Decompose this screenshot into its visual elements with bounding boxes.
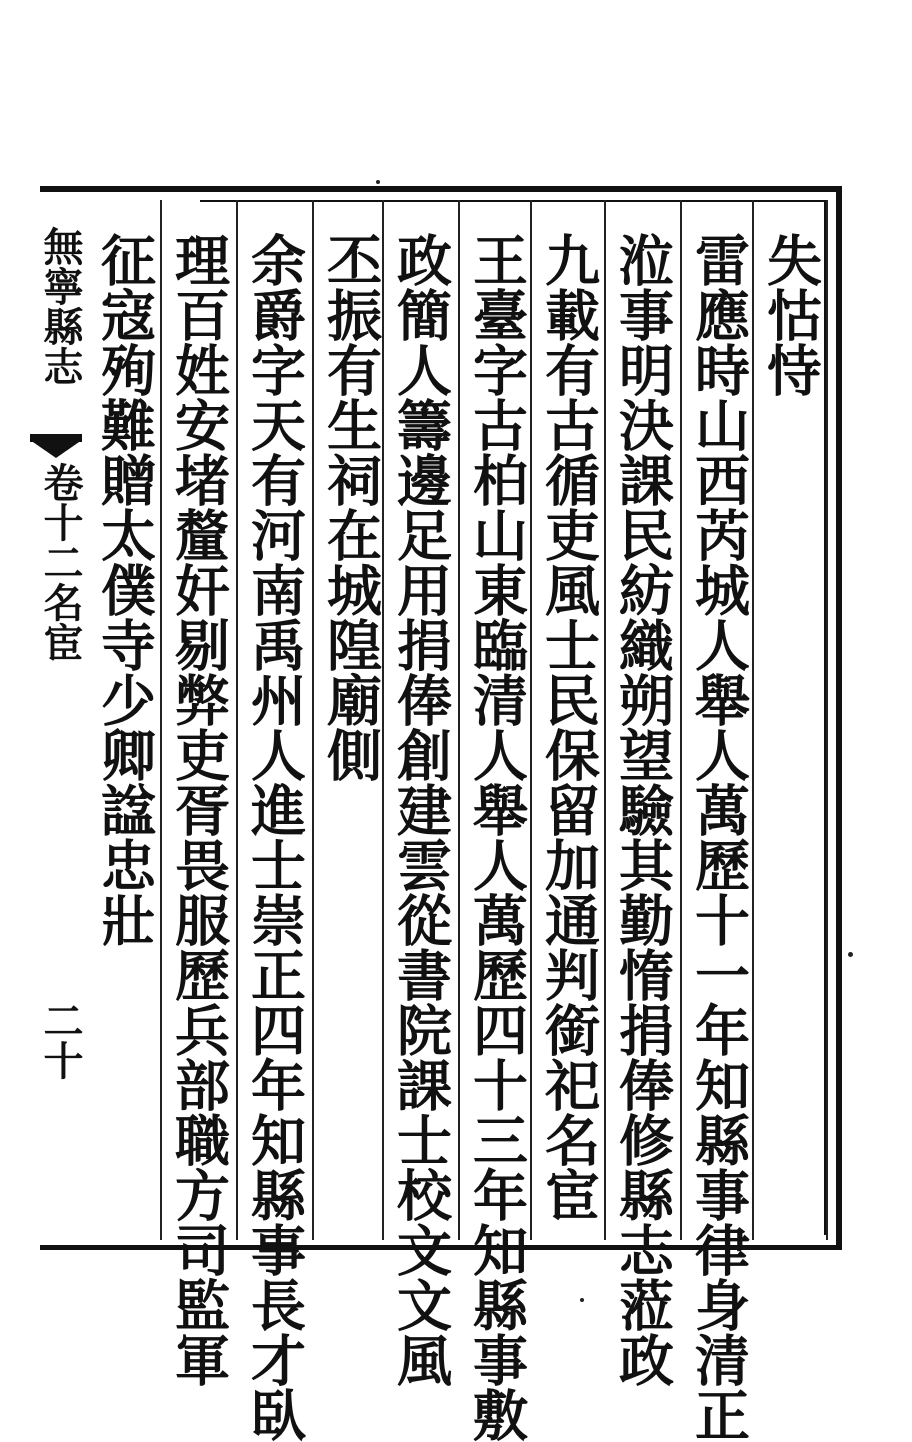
- volume-label: 卷十二名宦: [37, 462, 84, 662]
- text-column: 理百姓安堵釐奸剔弊吏胥畏服歷兵部職方司監軍: [166, 232, 231, 1387]
- ink-speck: [580, 1298, 584, 1302]
- text-column: 王臺字古柏山東臨清人舉人萬歷四十三年知縣事敷: [464, 232, 529, 1442]
- section-heading: 失怙恃: [758, 232, 823, 397]
- page-number: 二十: [37, 1000, 84, 1080]
- ink-speck: [848, 952, 853, 957]
- text-column: 雷應時山西芮城人舉人萬歷十一年知縣事律身清正: [686, 232, 751, 1442]
- book-title: 無寧縣志: [37, 226, 84, 386]
- inner-frame-top-line: [200, 200, 826, 202]
- text-column: 涖事明決課民紡織朔望驗其勤惰捐俸修縣志蒞政: [610, 232, 675, 1387]
- text-column: 余爵字天有河南禹州人進士崇正四年知縣事長才臥: [242, 232, 307, 1442]
- text-column: 政簡人籌邊足用捐俸創建雲從書院課士校文文風: [388, 232, 453, 1387]
- text-column: 征寇殉難贈太僕寺少卿諡忠壯: [92, 232, 157, 947]
- fish-tail-mark-point: [30, 440, 82, 458]
- text-column: 九載有古循吏風士民保留加通判銜祀名宦: [536, 232, 601, 1222]
- ink-speck: [376, 180, 380, 184]
- text-column: 丕振有生祠在城隍廟側: [318, 232, 383, 782]
